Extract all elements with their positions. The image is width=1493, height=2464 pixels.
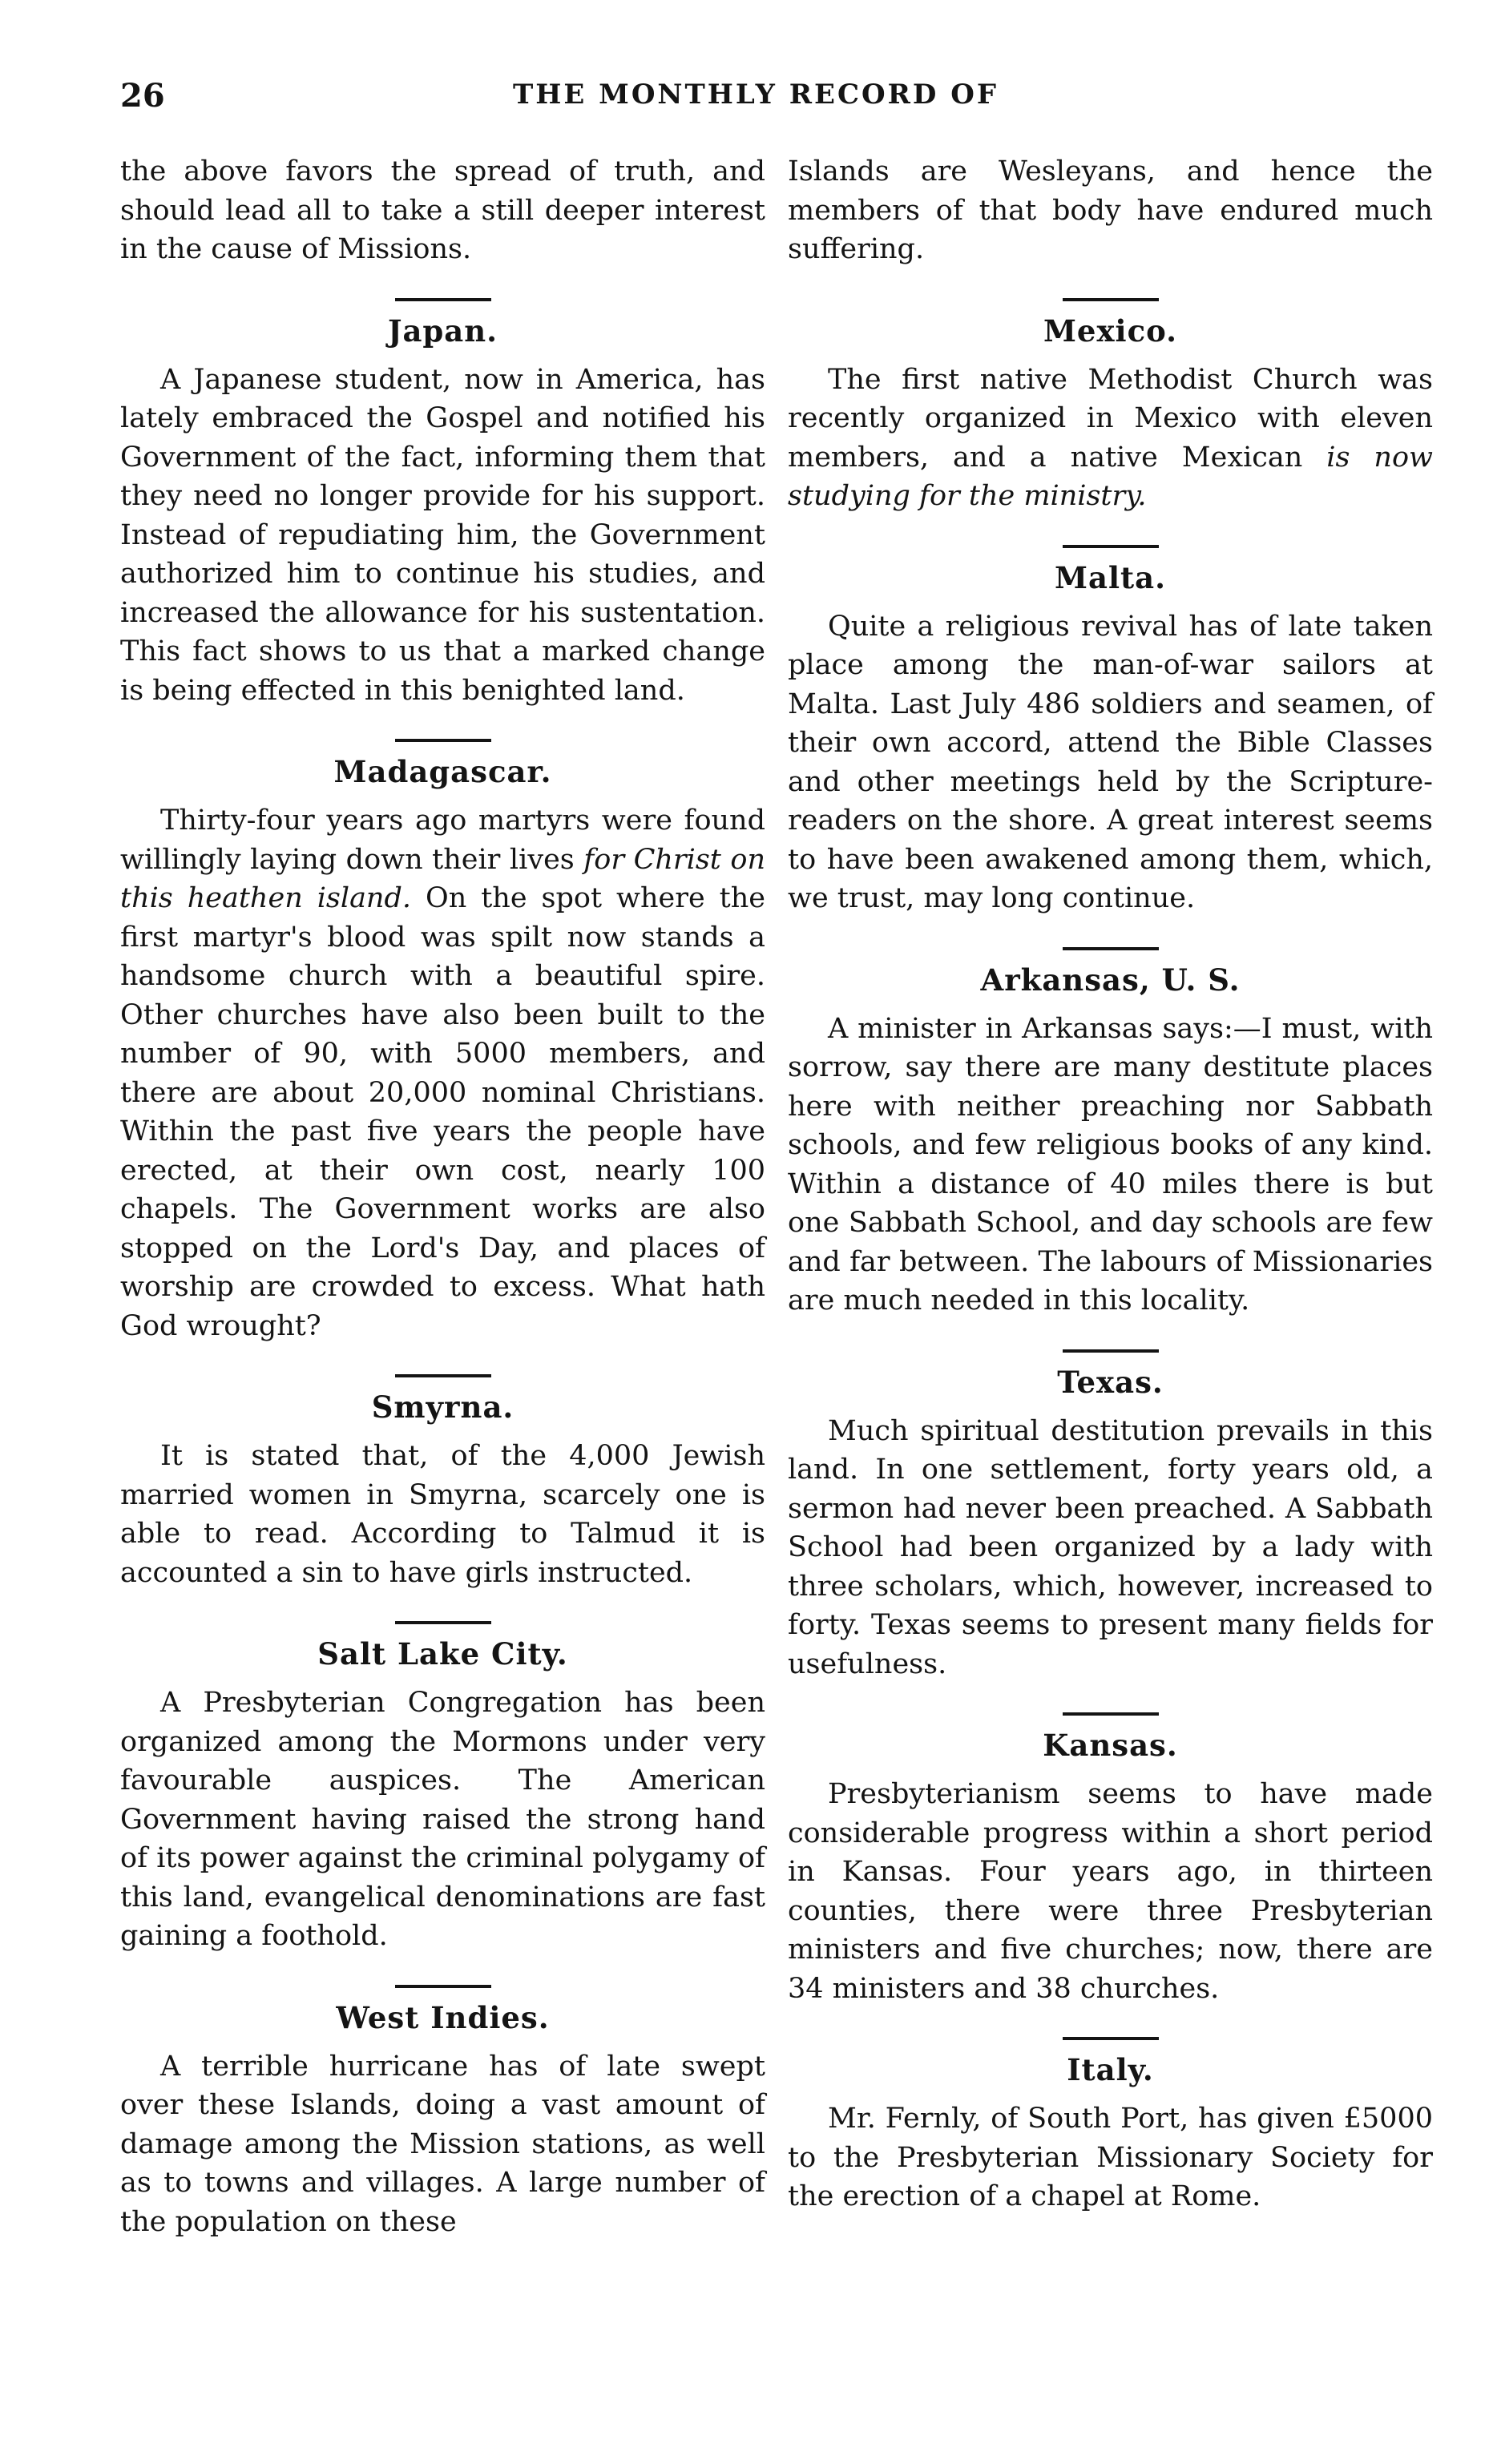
section-divider <box>395 1374 491 1377</box>
section-body-japan: A Japanese student, now in America, has lately embraced the Gospel and notified his Government of the fact, informing them that they need no longer provide for his support. Instead of repudiating him, the Government authorized him to continue his studies, and increased the allowance for his sustentation. This fact shows to us that a marked change is being effected in this benighted land. <box>120 363 765 707</box>
section-title-arkansas: Arkansas, U. S. <box>980 962 1241 998</box>
left-column <box>120 152 765 2241</box>
section-divider <box>395 1621 491 1624</box>
section-title-salt-lake-city: Salt Lake City. <box>317 1636 568 1672</box>
section-title-madagascar: Madagascar. <box>333 754 552 789</box>
section-title-japan: Japan. <box>387 313 498 349</box>
section-divider <box>1063 1712 1159 1716</box>
italic-phrase: for Christ on this heathen island. <box>120 843 765 914</box>
section-title-malta: Malta. <box>1055 559 1166 595</box>
section-title-mexico: Mexico. <box>1043 313 1178 349</box>
section-title-italy: Italy. <box>1067 2052 1154 2087</box>
section-divider <box>395 739 491 742</box>
section-title-texas: Texas. <box>1057 1364 1164 1400</box>
section-divider <box>1063 947 1159 950</box>
section-title-west-indies: West Indies. <box>336 1999 550 2035</box>
section-title-kansas: Kansas. <box>1043 1728 1178 1763</box>
section-divider <box>1063 298 1159 301</box>
continued-paragraph: Islands are Wesleyans, and hence the members of that body have endured much suffering. <box>788 155 1433 265</box>
italic-phrase: is now studying for the ministry. <box>788 441 1433 512</box>
body-text: The first native Methodist Church was recently organized in Mexico with eleven members, and a native Mexican <box>788 363 1433 474</box>
section-body-smyrna: It is stated that, of the 4,000 Jewish married women in Smyrna, scarcely one is able to read. According to Talmud it is accounted a sin to have girls instructed. <box>120 1440 765 1589</box>
right-column <box>788 152 1433 2216</box>
section-divider <box>395 1985 491 1988</box>
section-title-smyrna: Smyrna. <box>371 1389 514 1425</box>
page-number: 26 <box>120 77 165 115</box>
section-body-madagascar <box>120 801 765 1345</box>
body-text: On the spot where the first martyr's blood was spilt now stands a handsome church with a beautiful spire. Other churches have also been built to the number of 90, with 5000 members, and there are about 20,000 nominal Christians. Within the past five years the people have erected, at their own cost, nearly 100 chapels. The Government works are also stopped on the Lord's Day, and places of worship are crowded to excess. What hath God wrought? <box>120 882 765 1342</box>
section-body-mexico <box>788 361 1433 516</box>
section-divider <box>395 298 491 301</box>
section-body-west-indies: A terrible hurricane has of late swept over these Islands, doing a vast amount of damage among the Mission stations, as well as to towns and villages. A large number of the population on these <box>120 2050 765 2238</box>
section-divider <box>1063 2037 1159 2040</box>
section-body-italy: Mr. Fernly, of South Port, has given £5000 to the Presbyterian Missionary Society for the erection of a chapel at Rome. <box>788 2103 1433 2212</box>
body-text: Thirty-four years ago martyrs were found willingly laying down their lives <box>120 805 765 876</box>
section-body-kansas: Presbyterianism seems to have made considerable progress within a short period in Kansas. Four years ago, in thirteen counties, there were three Presbyterian ministers and five churches; now, there are 34 ministers and 38 churches. <box>788 1778 1433 2005</box>
section-body-salt-lake-city: A Presbyterian Congregation has been organized among the Mormons under very favourable auspices. The American Government having raised the strong hand of its power against the criminal polygamy of this land, evangelical denominations are fast gaining a foothold. <box>120 1687 765 1952</box>
section-divider <box>1063 545 1159 548</box>
section-divider <box>1063 1349 1159 1353</box>
section-body-texas: Much spiritual destitution prevails in this land. In one settlement, forty years old, a sermon had never been preached. A Sabbath School had been organized by a lady with three scholars, which, however, increased to forty. Texas seems to present many fields for usefulness. <box>788 1414 1433 1680</box>
continued-paragraph: the above favors the spread of truth, and should lead all to take a still deeper interest in the cause of Missions. <box>120 155 765 265</box>
running-head: THE MONTHLY RECORD OF <box>513 79 999 111</box>
section-body-arkansas: A minister in Arkansas says:—I must, with sorrow, say there are many destitute places here with neither preaching nor Sabbath schools, and few religious books of any kind. Within a distance of 40 miles there is but one Sabbath School, and day schools are few and far between. The labours of Missionaries are much needed in this locality. <box>788 1012 1433 1317</box>
section-body-malta: Quite a religious revival has of late taken place among the man-of-war sailors at Malta. Last July 486 soldiers and seamen, of their own accord, attend the Bible Classes and other meetings held by the Scripture-readers on the shore. A great interest seems to have been awakened among them, which, we trust, may long continue. <box>788 610 1433 914</box>
page-header <box>0 74 1493 122</box>
